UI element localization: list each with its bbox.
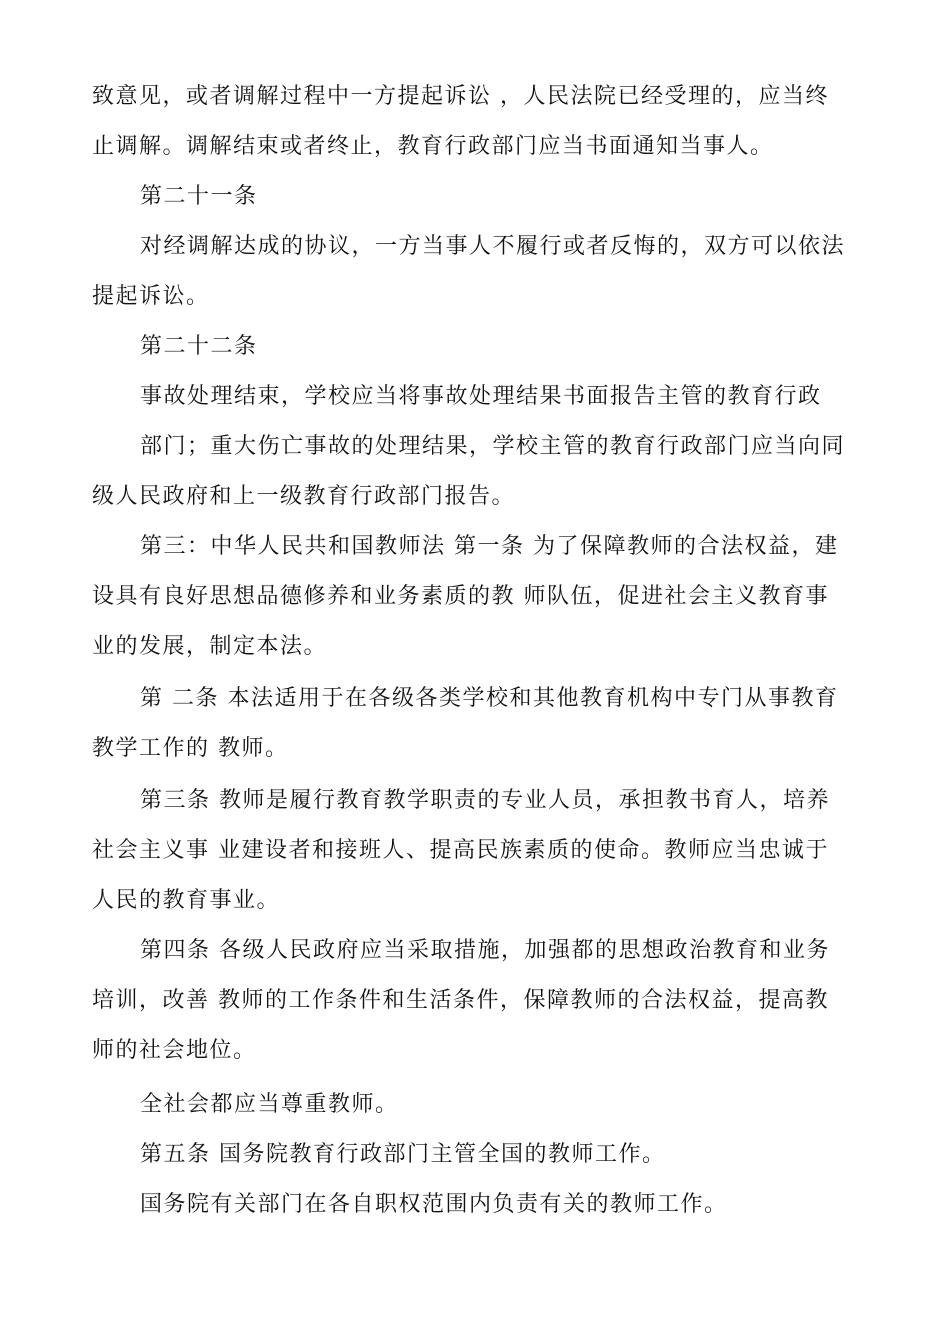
text-line: 致意见，或者调解过程中一方提起诉讼 ，人民法院已经受理的，应当终 bbox=[92, 84, 829, 109]
text-line: 业的发展，制定本法。 bbox=[92, 634, 328, 659]
text-line: 部门；重大伤亡事故的处理结果，学校主管的教育行政部门应当向同 bbox=[140, 434, 846, 459]
text-line: 教学工作的 教师。 bbox=[92, 736, 289, 761]
article-heading: 第二十二条 bbox=[140, 334, 258, 359]
text-line: 国务院有关部门在各自职权范围内负责有关的教师工作。 bbox=[140, 1192, 728, 1217]
text-line: 师的社会地位。 bbox=[92, 1038, 257, 1063]
text-line: 第三：中华人民共和国教师法 第一条 为了保障教师的合法权益，建 bbox=[140, 534, 839, 559]
text-line: 提起诉讼。 bbox=[92, 284, 210, 309]
text-line: 社会主义事 业建设者和接班人、提高民族素质的使命。教师应当忠诚于 bbox=[92, 838, 829, 863]
text-line: 第五条 国务院教育行政部门主管全国的教师工作。 bbox=[140, 1142, 666, 1167]
text-line: 对经调解达成的协议，一方当事人不履行或者反悔的，双方可以依法 bbox=[140, 234, 846, 259]
article-heading: 第二十一条 bbox=[140, 184, 258, 209]
text-line: 设具有良好思想品德修养和业务素质的教 师队伍，促进社会主义教育事 bbox=[92, 584, 829, 609]
text-line: 第 二条 本法适用于在各级各类学校和其他教育机构中专门从事教育 bbox=[140, 686, 839, 711]
text-line: 全社会都应当尊重教师。 bbox=[140, 1092, 399, 1117]
text-line: 人民的教育事业。 bbox=[92, 888, 281, 913]
text-line: 事故处理结束，学校应当将事故处理结果书面报告主管的教育行政 bbox=[140, 384, 822, 409]
text-line: 第四条 各级人民政府应当采取措施，加强都的思想政治教育和业务 bbox=[140, 938, 830, 963]
text-line: 第三条 教师是履行教育教学职责的专业人员，承担教书育人，培养 bbox=[140, 788, 830, 813]
text-line: 止调解。调解结束或者终止，教育行政部门应当书面通知当事人。 bbox=[92, 134, 774, 159]
text-line: 培训，改善 教师的工作条件和生活条件，保障教师的合法权益，提高教 bbox=[92, 988, 829, 1013]
text-line: 级人民政府和上一级教育行政部门报告。 bbox=[92, 484, 516, 509]
